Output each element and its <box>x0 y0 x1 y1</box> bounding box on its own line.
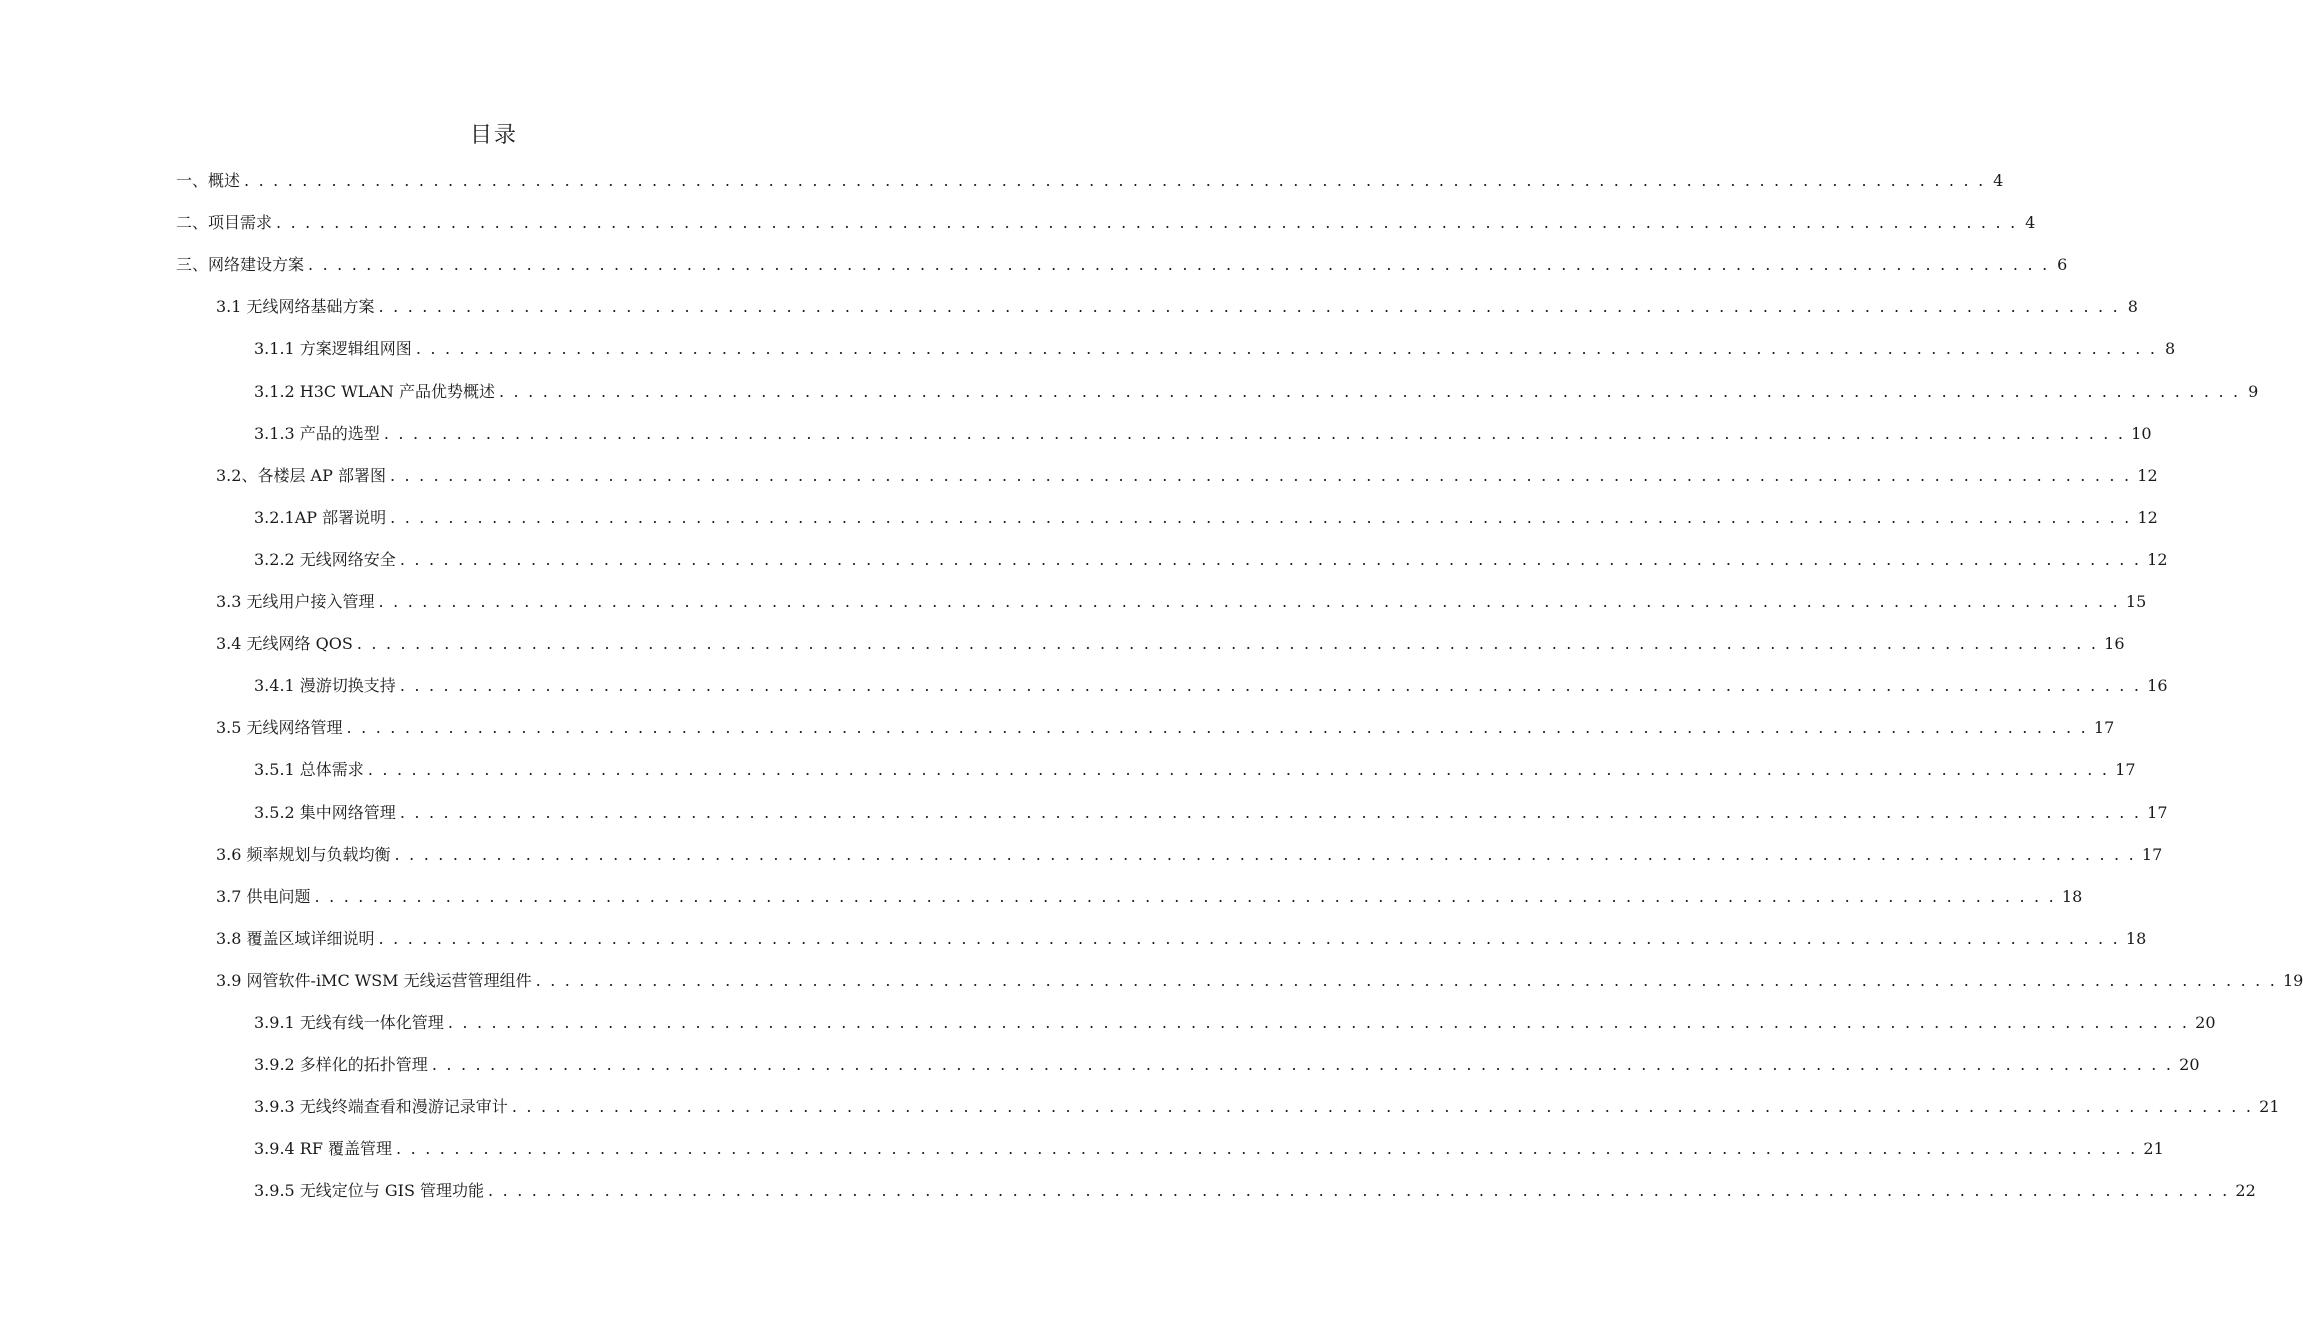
toc-entry-title: 3.2.2 无线网络安全 <box>254 549 396 569</box>
toc-page-number: 17 <box>2093 718 2115 738</box>
toc-page-number: 18 <box>2125 928 2147 948</box>
toc-page-number: 18 <box>2061 886 2083 906</box>
toc-entry[interactable] <box>254 377 2259 407</box>
toc-dot-leader: . . . . . . . . . . . . . . . . . . . . . . . . . . . . . . . . . . . . . . . . . . . . . . . . . . . . . . . . . . . . . . . . . . . . . . . . . . . . . . . . . . . . . . . . . . . . . . . . . . . . . . . . . . . . . . . . . . . . . . . . <box>356 634 2099 654</box>
toc-dot-leader: . . . . . . . . . . . . . . . . . . . . . . . . . . . . . . . . . . . . . . . . . . . . . . . . . . . . . . . . . . . . . . . . . . . . . . . . . . . . . . . . . . . . . . . . . . . . . . . . . . . . . . . . . . . . . . . . . . . . . . . . <box>488 1181 2230 1201</box>
toc-entry[interactable] <box>176 250 2068 280</box>
toc-page-number: 21 <box>2143 1139 2164 1159</box>
toc-entry[interactable] <box>254 545 2168 575</box>
toc-dot-leader: . . . . . . . . . . . . . . . . . . . . . . . . . . . . . . . . . . . . . . . . . . . . . . . . . . . . . . . . . . . . . . . . . . . . . . . . . . . . . . . . . . . . . . . . . . . . . . . . . . . . . . . . . . . . . . . . . . . . . . . . <box>399 802 2142 822</box>
toc-dot-leader: . . . . . . . . . . . . . . . . . . . . . . . . . . . . . . . . . . . . . . . . . . . . . . . . . . . . . . . . . . . . . . . . . . . . . . . . . . . . . . . . . . . . . . . . . . . . . . . . . . . . . . . . . . . . . . . . . . . . . . . . <box>498 381 2241 401</box>
toc-page-number: 17 <box>2115 760 2136 780</box>
toc-entry[interactable] <box>216 587 2147 617</box>
toc-dot-leader: . . . . . . . . . . . . . . . . . . . . . . . . . . . . . . . . . . . . . . . . . . . . . . . . . . . . . . . . . . . . . . . . . . . . . . . . . . . . . . . . . . . . . . . . . . . . . . . . . . . . . . . . . . . . . . . . . . . . . . . . <box>511 1097 2254 1117</box>
page-title: 目录 <box>469 123 518 148</box>
toc-entry-title: 3.9.1 无线有线一体化管理 <box>254 1013 444 1032</box>
toc-entry[interactable] <box>254 503 2158 533</box>
toc-page-number: 6 <box>2057 255 2068 275</box>
toc-page-number: 22 <box>2235 1181 2256 1201</box>
toc-dot-leader: . . . . . . . . . . . . . . . . . . . . . . . . . . . . . . . . . . . . . . . . . . . . . . . . . . . . . . . . . . . . . . . . . . . . . . . . . . . . . . . . . . . . . . . . . . . . . . . . . . . . . . . . . . . . . . . . . . . . . . . . <box>276 213 2018 233</box>
toc-entry-title: 3.3 无线用户接入管理 <box>216 592 375 611</box>
toc-dot-leader: . . . . . . . . . . . . . . . . . . . . . . . . . . . . . . . . . . . . . . . . . . . . . . . . . . . . . . . . . . . . . . . . . . . . . . . . . . . . . . . . . . . . . . . . . . . . . . . . . . . . . . . . . . . . . . . . . . . . . . . . <box>399 676 2142 696</box>
toc-page-number: 9 <box>2248 381 2259 401</box>
toc-entry-title: 3.7 供电问题 <box>216 886 311 906</box>
toc-entry[interactable] <box>254 334 2176 364</box>
toc-entry[interactable] <box>254 755 2136 785</box>
toc-dot-leader: . . . . . . . . . . . . . . . . . . . . . . . . . . . . . . . . . . . . . . . . . . . . . . . . . . . . . . . . . . . . . . . . . . . . . . . . . . . . . . . . . . . . . . . . . . . . . . . . . . . . . . . . . . . . . . . . . . . . . . . . <box>415 339 2158 359</box>
toc-page-number: 15 <box>2125 592 2147 611</box>
toc-entry-title: 3.8 覆盖区域详细说明 <box>216 928 375 948</box>
toc-page-number: 10 <box>2131 423 2152 443</box>
toc-entry-title: 三、网络建设方案 <box>176 255 305 275</box>
toc-entry[interactable] <box>216 840 2163 870</box>
toc-dot-leader: . . . . . . . . . . . . . . . . . . . . . . . . . . . . . . . . . . . . . . . . . . . . . . . . . . . . . . . . . . . . . . . . . . . . . . . . . . . . . . . . . . . . . . . . . . . . . . . . . . . . . . . . . . . . . . . . . . . . . . . . <box>383 423 2126 443</box>
toc-entry[interactable] <box>254 1092 2280 1122</box>
toc-dot-leader: . . . . . . . . . . . . . . . . . . . . . . . . . . . . . . . . . . . . . . . . . . . . . . . . . . . . . . . . . . . . . . . . . . . . . . . . . . . . . . . . . . . . . . . . . . . . . . . . . . . . . . . . . . . . . . . . . . . . . . . . <box>431 1055 2174 1075</box>
toc-dot-leader: . . . . . . . . . . . . . . . . . . . . . . . . . . . . . . . . . . . . . . . . . . . . . . . . . . . . . . . . . . . . . . . . . . . . . . . . . . . . . . . . . . . . . . . . . . . . . . . . . . . . . . . . . . . . . . . . . . . . . . . . <box>367 760 2110 780</box>
toc-page-number: 12 <box>2147 549 2168 569</box>
toc-dot-leader: . . . . . . . . . . . . . . . . . . . . . . . . . . . . . . . . . . . . . . . . . . . . . . . . . . . . . . . . . . . . . . . . . . . . . . . . . . . . . . . . . . . . . . . . . . . . . . . . . . . . . . . . . . . . . . . . . . . . . . . . <box>346 718 2088 738</box>
toc-entry[interactable] <box>254 1176 2256 1206</box>
toc-page-number: 20 <box>2179 1055 2200 1075</box>
toc-dot-leader: . . . . . . . . . . . . . . . . . . . . . . . . . . . . . . . . . . . . . . . . . . . . . . . . . . . . . . . . . . . . . . . . . . . . . . . . . . . . . . . . . . . . . . . . . . . . . . . . . . . . . . . . . . . . . . . . . . . . . . . . <box>447 1013 2190 1032</box>
toc-entry-title: 3.4 无线网络 QOS <box>216 634 353 654</box>
toc-page-number: 4 <box>1993 171 2004 190</box>
toc-entry-title: 3.9 网管软件-iMC WSM 无线运营管理组件 <box>216 970 532 990</box>
toc-dot-leader: . . . . . . . . . . . . . . . . . . . . . . . . . . . . . . . . . . . . . . . . . . . . . . . . . . . . . . . . . . . . . . . . . . . . . . . . . . . . . . . . . . . . . . . . . . . . . . . . . . . . . . . . . . . . . . . . . . . . . . . . <box>308 255 2050 275</box>
toc-entry[interactable] <box>254 1050 2200 1080</box>
toc-entry[interactable] <box>176 166 2004 196</box>
toc-page-number: 19 <box>2283 970 2303 990</box>
toc-page-number: 17 <box>2147 802 2168 822</box>
toc-entry[interactable] <box>254 671 2168 701</box>
toc-page-number: 17 <box>2141 844 2163 864</box>
toc-entry-title: 3.2.1AP 部署说明 <box>254 507 387 527</box>
toc-entry[interactable] <box>176 208 2036 238</box>
toc-dot-leader: . . . . . . . . . . . . . . . . . . . . . . . . . . . . . . . . . . . . . . . . . . . . . . . . . . . . . . . . . . . . . . . . . . . . . . . . . . . . . . . . . . . . . . . . . . . . . . . . . . . . . . . . . . . . . . . . . . . . . . . . <box>378 592 2120 611</box>
toc-entry[interactable] <box>216 292 2138 322</box>
toc-entry-title: 3.5.2 集中网络管理 <box>254 802 396 822</box>
toc-dot-leader: . . . . . . . . . . . . . . . . . . . . . . . . . . . . . . . . . . . . . . . . . . . . . . . . . . . . . . . . . . . . . . . . . . . . . . . . . . . . . . . . . . . . . . . . . . . . . . . . . . . . . . . . . . . . . . . . . . . . . . . . <box>389 465 2132 485</box>
toc-dot-leader: . . . . . . . . . . . . . . . . . . . . . . . . . . . . . . . . . . . . . . . . . . . . . . . . . . . . . . . . . . . . . . . . . . . . . . . . . . . . . . . . . . . . . . . . . . . . . . . . . . . . . . . . . . . . . . . . . . . . . . . . <box>378 297 2120 317</box>
toc-page-number: 12 <box>2137 507 2158 527</box>
toc-entry[interactable] <box>216 713 2115 743</box>
toc-dot-leader: . . . . . . . . . . . . . . . . . . . . . . . . . . . . . . . . . . . . . . . . . . . . . . . . . . . . . . . . . . . . . . . . . . . . . . . . . . . . . . . . . . . . . . . . . . . . . . . . . . . . . . . . . . . . . . . . . . . . . . . . <box>399 549 2142 569</box>
toc-entry[interactable] <box>254 798 2168 828</box>
toc-dot-leader: . . . . . . . . . . . . . . . . . . . . . . . . . . . . . . . . . . . . . . . . . . . . . . . . . . . . . . . . . . . . . . . . . . . . . . . . . . . . . . . . . . . . . . . . . . . . . . . . . . . . . . . . . . . . . . . . . . . . . . . . <box>378 928 2120 948</box>
toc-entry-title: 二、项目需求 <box>176 213 273 233</box>
toc-entry-title: 3.9.5 无线定位与 GIS 管理功能 <box>254 1181 485 1201</box>
toc-entry[interactable] <box>216 461 2158 491</box>
toc-entry-title: 3.1.3 产品的选型 <box>254 423 380 443</box>
toc-entry[interactable] <box>254 1008 2216 1038</box>
toc-page-number: 20 <box>2195 1013 2216 1032</box>
toc-page-number: 8 <box>2164 339 2176 359</box>
toc-entry-title: 3.6 频率规划与负载均衡 <box>216 844 391 864</box>
toc-entry-title: 3.5.1 总体需求 <box>254 760 364 780</box>
toc-entry[interactable] <box>254 419 2152 449</box>
toc-dot-leader: . . . . . . . . . . . . . . . . . . . . . . . . . . . . . . . . . . . . . . . . . . . . . . . . . . . . . . . . . . . . . . . . . . . . . . . . . . . . . . . . . . . . . . . . . . . . . . . . . . . . . . . . . . . . . . . . . . . . . . . . <box>394 844 2136 864</box>
toc-entry-title: 3.1.1 方案逻辑组网图 <box>254 339 412 359</box>
toc-entry[interactable] <box>254 1134 2164 1164</box>
toc-entry[interactable] <box>216 924 2147 954</box>
toc-entry-title: 3.2、各楼层 AP 部署图 <box>216 465 386 485</box>
toc-page-number: 4 <box>2025 213 2036 233</box>
toc-entry-title: 3.9.4 RF 覆盖管理 <box>254 1139 393 1159</box>
toc-dot-leader: . . . . . . . . . . . . . . . . . . . . . . . . . . . . . . . . . . . . . . . . . . . . . . . . . . . . . . . . . . . . . . . . . . . . . . . . . . . . . . . . . . . . . . . . . . . . . . . . . . . . . . . . . . . . . . . . . . . . . . . . <box>244 171 1986 190</box>
toc-entry-title: 一、概述 <box>176 171 241 190</box>
toc-entry-title: 3.9.3 无线终端查看和漫游记录审计 <box>254 1097 508 1117</box>
toc-entry[interactable] <box>216 882 2083 912</box>
toc-entry[interactable] <box>216 629 2125 659</box>
toc-dot-leader: . . . . . . . . . . . . . . . . . . . . . . . . . . . . . . . . . . . . . . . . . . . . . . . . . . . . . . . . . . . . . . . . . . . . . . . . . . . . . . . . . . . . . . . . . . . . . . . . . . . . . . . . . . . . . . . . . . . . . . . . <box>535 970 2277 990</box>
toc-entry-title: 3.1.2 H3C WLAN 产品优势概述 <box>254 381 495 401</box>
toc-page-number: 21 <box>2259 1097 2280 1117</box>
toc-entry-title: 3.5 无线网络管理 <box>216 718 343 738</box>
toc-entry[interactable] <box>216 966 2303 996</box>
toc-page-number: 12 <box>2137 465 2158 485</box>
toc-entry-title: 3.1 无线网络基础方案 <box>216 297 375 317</box>
toc-dot-leader: . . . . . . . . . . . . . . . . . . . . . . . . . . . . . . . . . . . . . . . . . . . . . . . . . . . . . . . . . . . . . . . . . . . . . . . . . . . . . . . . . . . . . . . . . . . . . . . . . . . . . . . . . . . . . . . . . . . . . . . . <box>390 507 2132 527</box>
toc-page-number: 16 <box>2104 634 2125 654</box>
toc-page-number: 8 <box>2127 297 2138 317</box>
toc-entry-title: 3.9.2 多样化的拓扑管理 <box>254 1055 428 1075</box>
toc-dot-leader: . . . . . . . . . . . . . . . . . . . . . . . . . . . . . . . . . . . . . . . . . . . . . . . . . . . . . . . . . . . . . . . . . . . . . . . . . . . . . . . . . . . . . . . . . . . . . . . . . . . . . . . . . . . . . . . . . . . . . . . . <box>314 886 2056 906</box>
toc-page-number: 16 <box>2147 676 2168 696</box>
toc-entry-title: 3.4.1 漫游切换支持 <box>254 676 396 696</box>
toc-dot-leader: . . . . . . . . . . . . . . . . . . . . . . . . . . . . . . . . . . . . . . . . . . . . . . . . . . . . . . . . . . . . . . . . . . . . . . . . . . . . . . . . . . . . . . . . . . . . . . . . . . . . . . . . . . . . . . . . . . . . . . . . <box>396 1139 2138 1159</box>
